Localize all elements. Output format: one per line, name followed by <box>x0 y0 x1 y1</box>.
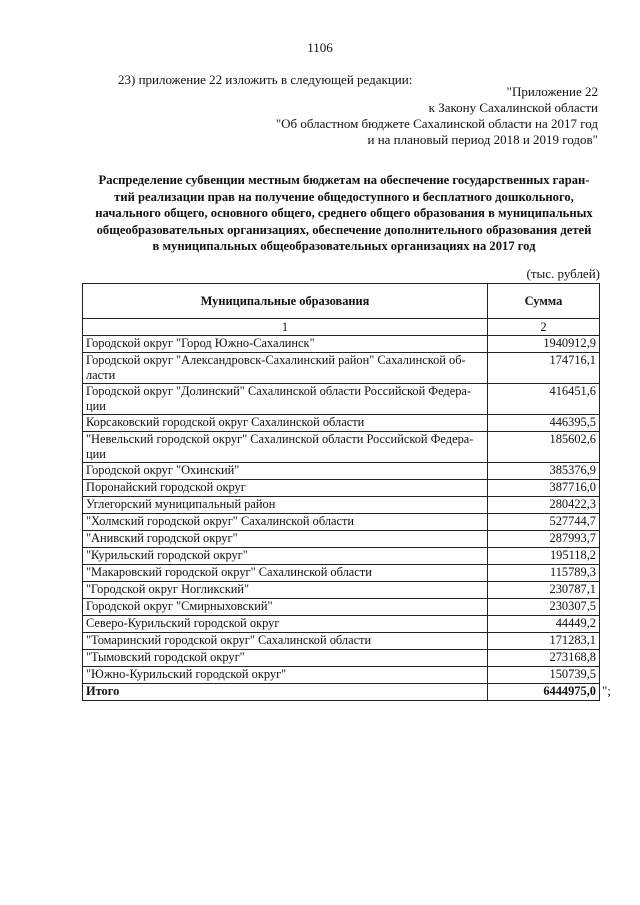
municipality-name-line: Северо-Курильский городской округ <box>86 616 280 630</box>
municipality-name-line: Городской округ "Александровск-Сахалинский район" Сахалинской об- <box>86 353 466 367</box>
subsidy-amount: 185602,6 <box>488 432 600 463</box>
municipality-name-line: Городской округ "Город Южно-Сахалинск" <box>86 336 315 350</box>
subsidy-amount: 385376,9 <box>488 463 600 480</box>
subsidy-amount: 280422,3 <box>488 497 600 514</box>
title-line: тий реализации прав на получение общедоступного и бесплатного дошкольного, <box>114 189 574 204</box>
municipality-name-line: ласти <box>86 367 116 382</box>
table-header-row <box>83 284 600 319</box>
municipality-name-line: "Городской округ Ногликский" <box>86 582 250 596</box>
units-label: (тыс. рублей) <box>526 266 600 281</box>
table-row <box>83 565 600 582</box>
intro-text: 23) приложение 22 изложить в следующей редакции: <box>118 72 413 87</box>
header-municipalities: Муниципальные образования <box>83 284 488 319</box>
municipality-name-line: "Анивский городской округ" <box>86 531 238 545</box>
municipality-name-line: Корсаковский городской округ Сахалинской области <box>86 415 365 429</box>
table-row <box>83 384 600 415</box>
municipality-name-line: "Невельский городской округ" Сахалинской области Российской Федера- <box>86 432 474 446</box>
subsidy-amount: 195118,2 <box>488 548 600 565</box>
closing-quote: "; <box>602 683 611 698</box>
table-row <box>83 582 600 599</box>
subsidy-amount: 446395,5 <box>488 415 600 432</box>
document-title <box>84 172 604 255</box>
municipality-name <box>83 384 488 415</box>
column-number-row <box>83 319 600 336</box>
municipality-name <box>83 531 488 548</box>
municipality-name-line: ции <box>86 398 106 413</box>
municipality-name <box>83 497 488 514</box>
municipality-name <box>83 599 488 616</box>
municipality-name <box>83 432 488 463</box>
subsidy-amount: 1940912,9 <box>488 336 600 353</box>
subsidy-amount: 171283,1 <box>488 633 600 650</box>
municipality-name-line: "Тымовский городской округ" <box>86 650 245 664</box>
subsidy-amount: 230307,5 <box>488 599 600 616</box>
appendix-line: "Приложение 22 <box>506 84 598 99</box>
subsidy-amount: 287993,7 <box>488 531 600 548</box>
title-line: Распределение субвенции местным бюджетам на обеспечение государственных гаран- <box>98 173 590 187</box>
appendix-reference <box>276 84 598 148</box>
municipality-name-line: "Южно-Курильский городской округ" <box>86 667 287 681</box>
municipality-name <box>83 353 488 384</box>
subsidy-amount: 416451,6 <box>488 384 600 415</box>
column-number: 2 <box>488 319 600 336</box>
municipality-name-line: "Макаровский городской округ" Сахалинской области <box>86 565 372 579</box>
municipality-name-line: Углегорский муниципальный район <box>86 497 276 511</box>
appendix-line: и на плановый период 2018 и 2019 годов" <box>367 132 598 147</box>
subsidy-table <box>82 283 600 701</box>
table-row <box>83 336 600 353</box>
municipality-name-line: "Холмский городской округ" Сахалинской области <box>86 514 355 528</box>
subsidy-amount: 387716,0 <box>488 480 600 497</box>
column-number: 1 <box>83 319 488 336</box>
table-row <box>83 548 600 565</box>
municipality-name-line: Городской округ "Смирныховский" <box>86 599 273 613</box>
title-line: в муниципальных общеобразовательных организациях на 2017 год <box>152 239 536 253</box>
title-line: общеобразовательных организациях, обеспечение дополнительного образования детей <box>96 222 592 237</box>
subsidy-amount: 273168,8 <box>488 650 600 667</box>
table-row <box>83 599 600 616</box>
subsidy-amount: 230787,1 <box>488 582 600 599</box>
title-line: начального общего, основного общего, среднего общего образования в муниципальных <box>95 206 593 220</box>
municipality-name-line: ции <box>86 446 106 461</box>
municipality-name <box>83 548 488 565</box>
appendix-line: "Об областном бюджете Сахалинской области на 2017 год <box>275 116 598 131</box>
table-body <box>83 319 600 701</box>
municipality-name <box>83 650 488 667</box>
subsidy-amount: 527744,7 <box>488 514 600 531</box>
municipality-name <box>83 415 488 432</box>
subsidy-amount: 150739,5 <box>488 667 600 684</box>
subsidy-amount: 115789,3 <box>488 565 600 582</box>
appendix-line: к Закону Сахалинской области <box>428 100 598 115</box>
table-row <box>83 667 600 684</box>
table-row <box>83 415 600 432</box>
total-row <box>83 684 600 701</box>
municipality-name-line: "Курильский городской округ" <box>86 548 248 562</box>
table-row <box>83 353 600 384</box>
table-row <box>83 432 600 463</box>
page-number: 1106 <box>307 40 333 55</box>
table-row <box>83 480 600 497</box>
municipality-name <box>83 633 488 650</box>
table-row <box>83 463 600 480</box>
municipality-name <box>83 667 488 684</box>
total-label: Итого <box>83 684 488 701</box>
municipality-name <box>83 616 488 633</box>
municipality-name-line: Поронайский городской округ <box>86 480 246 494</box>
subsidy-amount: 174716,1 <box>488 353 600 384</box>
municipality-name <box>83 565 488 582</box>
header-sum: Сумма <box>488 284 600 319</box>
table-row <box>83 531 600 548</box>
total-amount: 6444975,0 <box>488 684 600 701</box>
municipality-name <box>83 582 488 599</box>
municipality-name <box>83 336 488 353</box>
municipality-name-line: Городской округ "Охинский" <box>86 463 240 477</box>
municipality-name <box>83 480 488 497</box>
table-row <box>83 616 600 633</box>
table-row <box>83 497 600 514</box>
table-row <box>83 514 600 531</box>
municipality-name <box>83 514 488 531</box>
subsidy-amount: 44449,2 <box>488 616 600 633</box>
table-row <box>83 633 600 650</box>
municipality-name-line: "Томаринский городской округ" Сахалинской области <box>86 633 372 647</box>
municipality-name <box>83 463 488 480</box>
table-row <box>83 650 600 667</box>
municipality-name-line: Городской округ "Долинский" Сахалинской области Российской Федера- <box>86 384 472 398</box>
